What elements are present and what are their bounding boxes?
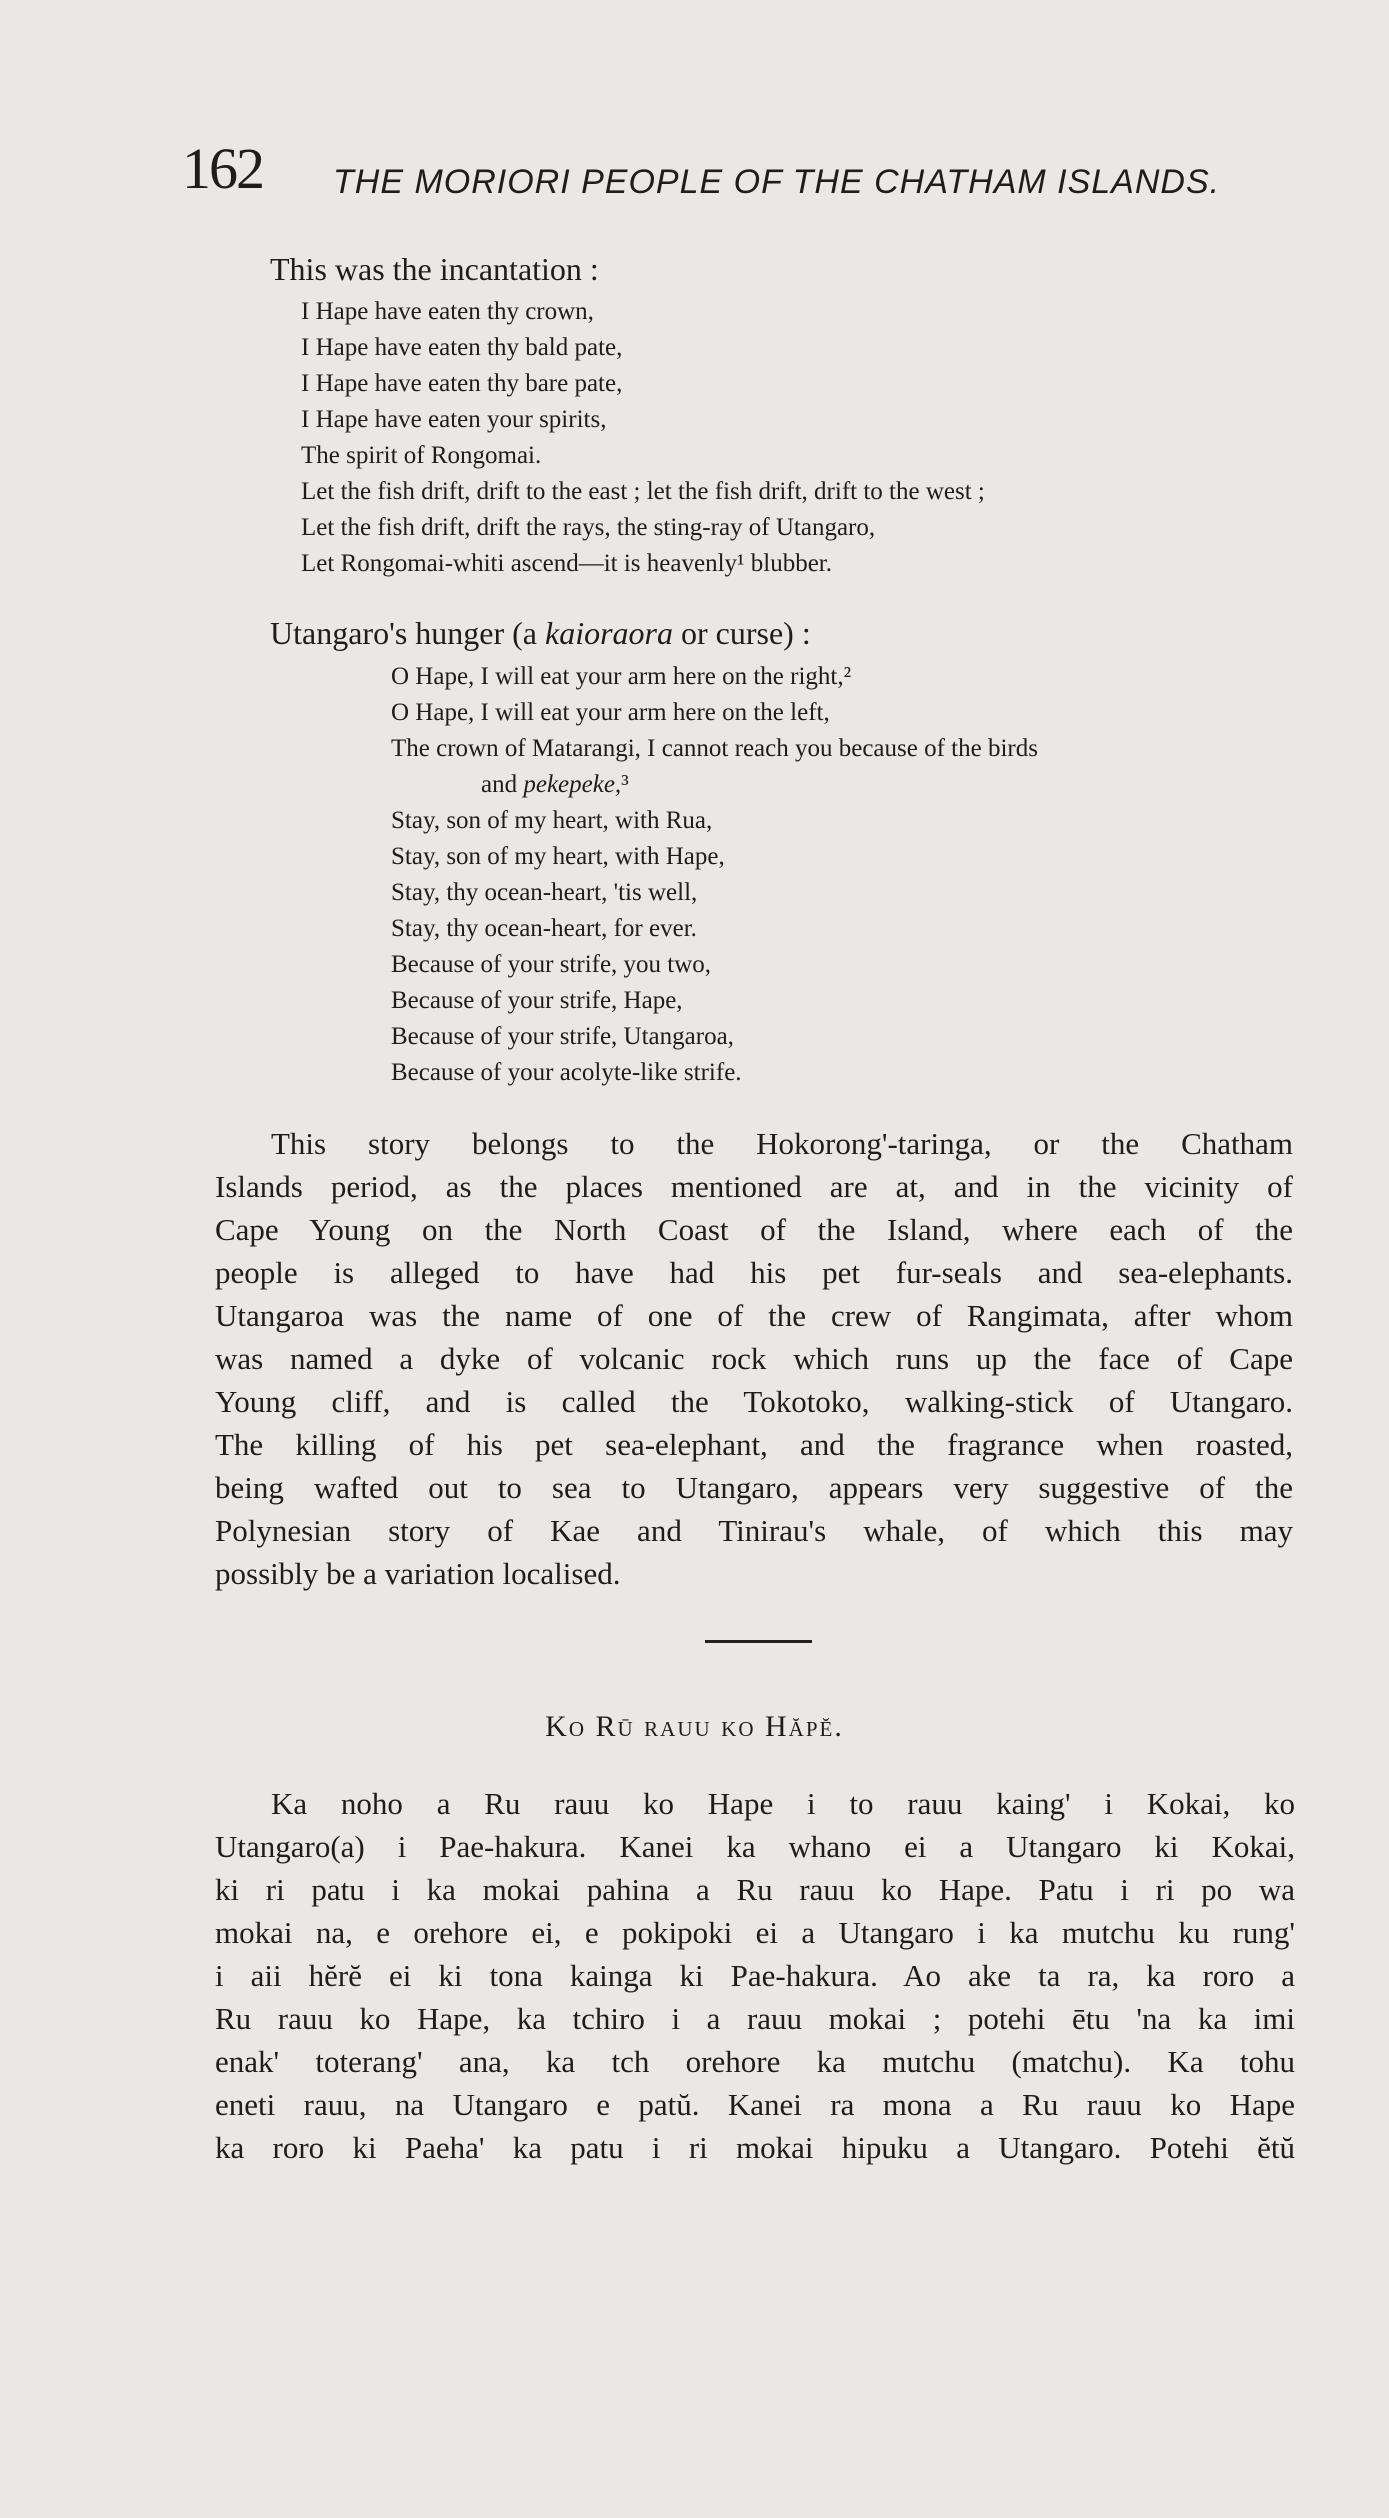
paragraph-line: Young cliff, and is called the Tokotoko, walking-stick of Utangaro. [215, 1384, 1293, 1419]
continuation-term: pekepeke, [523, 771, 622, 798]
verse-line: I Hape have eaten thy bare pate, [301, 370, 623, 397]
hunger-intro [270, 617, 811, 649]
verse-line: Stay, son of my heart, with Hape, [391, 843, 725, 870]
section-divider [705, 1640, 812, 1643]
paragraph-line: people is alleged to have had his pet fur-seals and sea-elephants. [215, 1255, 1293, 1290]
paragraph-line: eneti rauu, na Utangaro e patŭ. Kanei ra mona a Ru rauu ko Hape [215, 2087, 1295, 2122]
verse-line: Let the fish drift, drift the rays, the sting-ray of Utangaro, [301, 514, 876, 541]
verse-line: I Hape have eaten thy crown, [301, 298, 594, 325]
hunger-intro-term: kaioraora [545, 615, 673, 651]
paragraph-line: being wafted out to sea to Utangaro, appears very suggestive of the [215, 1470, 1293, 1505]
paragraph-line: The killing of his pet sea-elephant, and the fragrance when roasted, [215, 1427, 1293, 1462]
verse-line: Stay, son of my heart, with Rua, [391, 807, 713, 834]
hunger-intro-before: Utangaro's hunger (a [270, 615, 545, 651]
verse-line: Let Rongomai-whiti ascend—it is heavenly¹ blubber. [301, 550, 832, 577]
moriori-paragraph [215, 1782, 1295, 2169]
incantation-intro: This was the incantation : [270, 251, 599, 287]
continuation-prefix: and [481, 771, 524, 798]
incantation-verse [301, 294, 985, 582]
commentary-paragraph [215, 1122, 1293, 1595]
page-number: 162 [182, 136, 263, 201]
verse-line: The spirit of Rongomai. [301, 442, 542, 469]
paragraph-line: possibly be a variation localised. [215, 1556, 621, 1591]
paragraph-line: ki ri patu i ka mokai pahina a Ru rauu ko Hape. Patu i ri po wa [215, 1872, 1295, 1907]
verse-line: Stay, thy ocean-heart, 'tis well, [391, 879, 698, 906]
running-title: THE MORIORI PEOPLE OF THE CHATHAM ISLANDS. [333, 163, 1221, 201]
hunger-intro-after: or curse) : [673, 615, 811, 651]
verse-line: I Hape have eaten thy bald pate, [301, 334, 623, 361]
paragraph-line: enak' toterang' ana, ka tch orehore ka mutchu (matchu). Ka tohu [215, 2044, 1295, 2079]
verse-line: I Hape have eaten your spirits, [301, 406, 607, 433]
verse-line: Because of your strife, Hape, [391, 987, 683, 1014]
paragraph-line: Polynesian story of Kae and Tinirau's whale, of which this may [215, 1513, 1293, 1548]
verse-line: Because of your acolyte-like strife. [391, 1059, 742, 1086]
verse-line: Because of your strife, Utangaroa, [391, 1023, 734, 1050]
verse-line: Stay, thy ocean-heart, for ever. [391, 915, 697, 942]
paragraph-line: was named a dyke of volcanic rock which runs up the face of Cape [215, 1341, 1293, 1376]
paragraph-line: Ru rauu ko Hape, ka tchiro i a rauu mokai ; potehi ētu 'na ka imi [215, 2001, 1295, 2036]
verse-line: Let the fish drift, drift to the east ; let the fish drift, drift to the west ; [301, 478, 985, 505]
paragraph-line: Islands period, as the places mentioned are at, and in the vicinity of [215, 1169, 1293, 1204]
paragraph-line: Utangaroa was the name of one of the crew of Rangimata, after whom [215, 1298, 1293, 1333]
paragraph-line: Cape Young on the North Coast of the Island, where each of the [215, 1212, 1293, 1247]
verse-line: O Hape, I will eat your arm here on the left, [391, 699, 830, 726]
verse-line-continuation [391, 767, 1038, 803]
verse-line: The crown of Matarangi, I cannot reach you because of the birds [391, 735, 1038, 762]
paragraph-line: This story belongs to the Hokorong'-taringa, or the Chatham [271, 1126, 1293, 1161]
paragraph-line: ka roro ki Paeha' ka patu i ri mokai hipuku a Utangaro. Potehi ĕtŭ [215, 2130, 1295, 2165]
paragraph-line: Ka noho a Ru rauu ko Hape i to rauu kaing' i Kokai, ko [271, 1786, 1295, 1821]
hunger-verse [391, 659, 1038, 1091]
verse-line: O Hape, I will eat your arm here on the right,² [391, 663, 852, 690]
paragraph-line: Utangaro(a) i Pae-hakura. Kanei ka whano ei a Utangaro ki Kokai, [215, 1829, 1295, 1864]
footnote-marker: ³ [621, 771, 629, 798]
paragraph-line: mokai na, e orehore ei, e pokipoki ei a Utangaro i ka mutchu ku rung' [215, 1915, 1295, 1950]
section-heading: Ko Rū rauu ko Hăpĕ. [545, 1710, 844, 1743]
verse-line: Because of your strife, you two, [391, 951, 712, 978]
paragraph-line: i aii hĕrĕ ei ki tona kainga ki Pae-hakura. Ao ake ta ra, ka roro a [215, 1958, 1295, 1993]
